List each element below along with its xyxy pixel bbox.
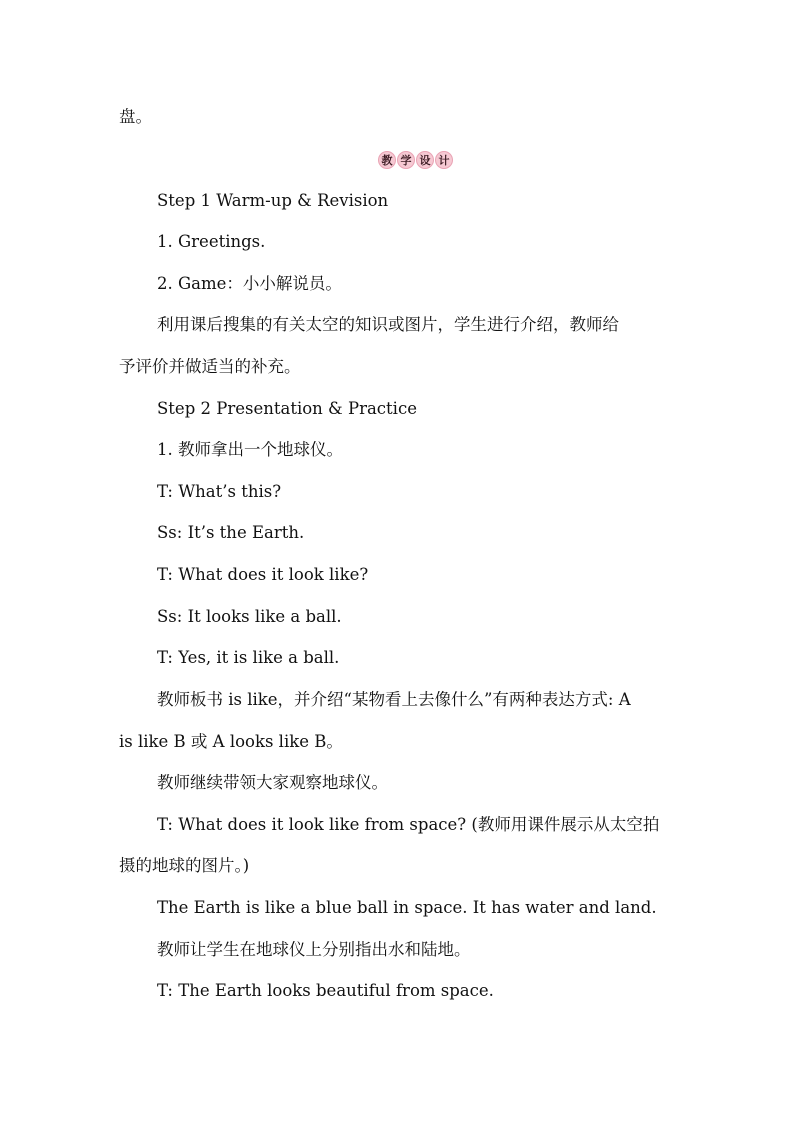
text-line: 教师继续带领大家观察地球仪。 (157, 773, 388, 792)
step-heading: Step 1 Warm-up & Revision (157, 191, 389, 210)
text-line: 1. Greetings. (157, 232, 266, 251)
text-line: is like B 或 A looks like B。 (119, 732, 343, 751)
text-line: 予评价并做适当的补充。 (119, 357, 301, 376)
step-heading: Step 2 Presentation & Practice (157, 399, 417, 418)
section-badge (378, 151, 453, 169)
text-line: The Earth is like a blue ball in space. It has water and land. (157, 898, 657, 917)
text-line: Ss: It looks like a ball. (157, 607, 342, 626)
badge-char: 教 (378, 151, 396, 169)
badge-char: 设 (416, 151, 434, 169)
text-line: 教师让学生在地球仪上分别指出水和陆地。 (157, 940, 471, 959)
text-line: Ss: It’s the Earth. (157, 523, 305, 542)
text-line: 1. 教师拿出一个地球仪。 (157, 440, 343, 459)
text-line: 2. Game：小小解说员。 (157, 274, 342, 293)
text-line: 教师板书 is like，并介绍“某物看上去像什么”有两种表达方式: A (157, 690, 631, 709)
text-line: T: What’s this? (157, 482, 282, 501)
badge-char: 计 (435, 151, 453, 169)
text-line: 摄的地球的图片。) (119, 856, 250, 875)
text-line: T: What does it look like from space? (教师用课件展示从太空拍 (157, 815, 660, 834)
text-line: 利用课后搜集的有关太空的知识或图片，学生进行介绍，教师给 (157, 315, 619, 334)
text-line: T: What does it look like? (157, 565, 369, 584)
text-line: T: The Earth looks beautiful from space. (157, 981, 494, 1000)
badge-char: 学 (397, 151, 415, 169)
text-line: T: Yes, it is like a ball. (157, 648, 340, 667)
text-line: 盘。 (119, 107, 152, 126)
